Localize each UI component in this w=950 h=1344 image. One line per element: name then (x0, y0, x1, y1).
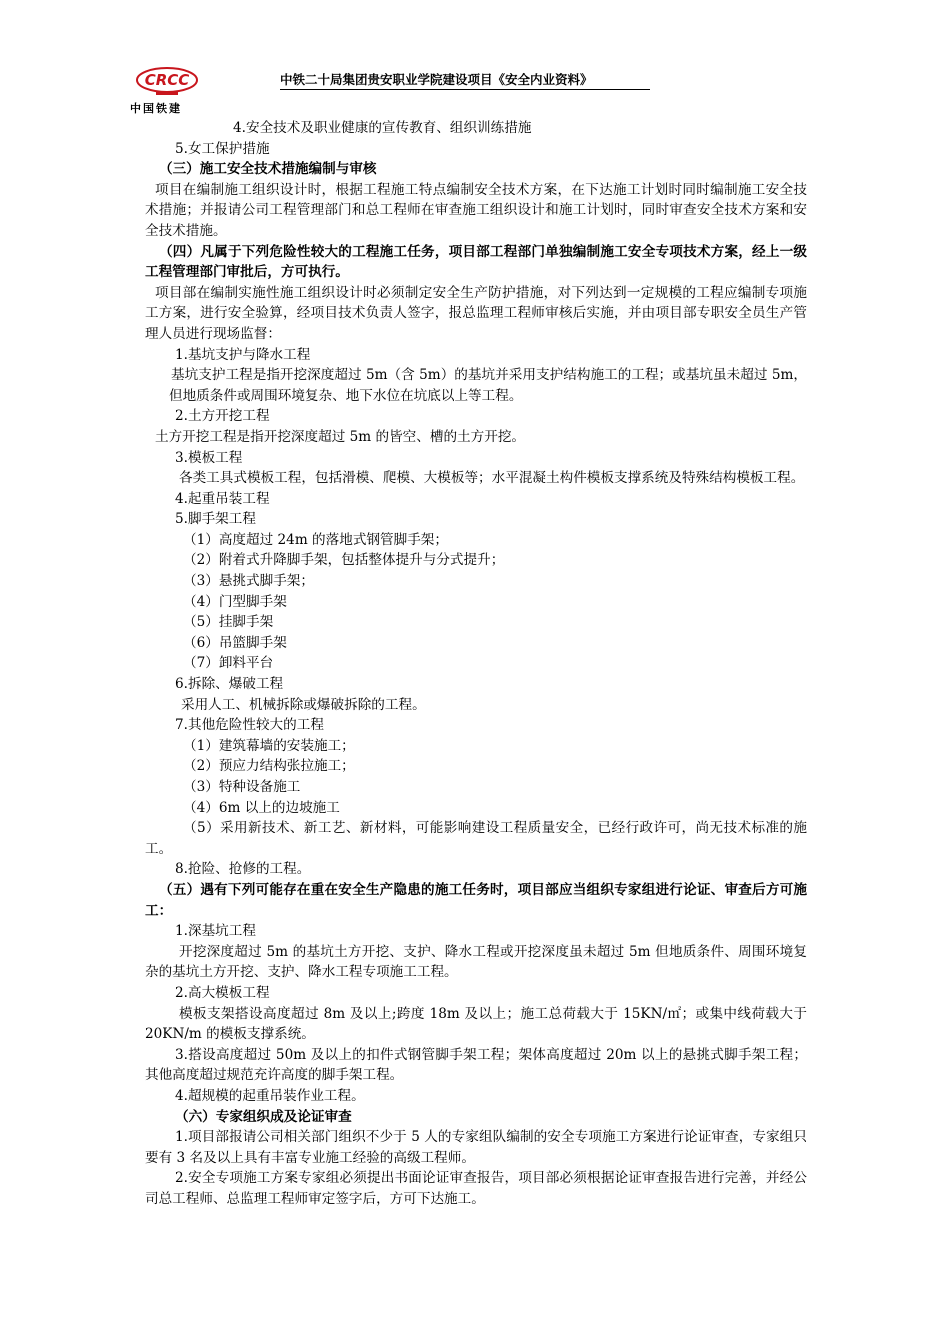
list-item: （6）吊篮脚手架 (183, 634, 287, 651)
crcc-logo-icon (134, 66, 200, 98)
list-item: （5）采用新技术、新工艺、新材料，可能影响建设工程质量安全，已经行政许可，尚无技术标准的施工。 (145, 820, 807, 857)
list-item: 7.其他危险性较大的工程 (175, 717, 324, 734)
list-item: （2）附着式升降脚手架，包括整体提升与分式提升； (183, 552, 505, 569)
document-body (145, 118, 807, 1209)
paragraph: 各类工具式模板工程，包括滑模、爬模、大模板等；水平混凝土构件模板支撑系统及特殊结构模板工程。 (179, 470, 805, 487)
list-item: （4）门型脚手架 (183, 593, 287, 610)
paragraph: 项目部在编制实施性施工组织设计时必须制定安全生产防护措施，对下列达到一定规模的工程应编制专项施工方案，进行安全验算，经项目技术负责人签字，报总监理工程师审核后实施，并由项目部专职安全员生产管理人员进行现场监督： (145, 284, 807, 342)
list-item: 1.深基坑工程 (175, 923, 256, 940)
paragraph: 模板支架搭设高度超过 8m 及以上;跨度 18m 及以上；施工总荷载大于 15KN/㎡；或集中线荷载大于 20KN/m 的模板支撑系统。 (145, 1005, 807, 1043)
list-item: （1）高度超过 24m 的落地式钢管脚手架； (183, 531, 448, 548)
list-item: （3）特种设备施工 (183, 779, 301, 795)
list-item: 3.模板工程 (175, 449, 243, 466)
list-item: 5.脚手架工程 (175, 511, 256, 528)
list-item: （3）悬挑式脚手架； (183, 573, 314, 590)
paragraph: 基坑支护工程是指开挖深度超过 5m（含 5m）的基坑并采用支护结构施工的工程；或基坑虽未超过 5m，但地质条件或周围环境复杂、地下水位在坑底以上等工程。 (169, 367, 807, 404)
list-item: （4）6m 以上的边坡施工 (183, 799, 340, 816)
list-item: 1.项目部报请公司相关部门组织不少于 5 人的专家组队编制的安全专项施工方案进行论证审查，专家组只要有 3 名及以上具有丰富专业施工经验的高级工程师。 (145, 1129, 807, 1166)
list-item: （2）预应力结构张拉施工； (183, 758, 355, 775)
header-title: 中铁二十局集团贵安职业学院建设项目《安全内业资料》 (280, 72, 593, 87)
list-item: 2.高大模板工程 (175, 984, 270, 1001)
list-item: 4.起重吊装工程 (175, 490, 270, 507)
list-item: 2.安全专项施工方案专家组必须提出书面论证审查报告，项目部必须根据论证审查报告进行完善，并经公司总工程师、总监理工程师审定签字后，方可下达施工。 (145, 1170, 807, 1207)
paragraph: 开挖深度超过 5m 的基坑土方开挖、支护、降水工程或开挖深度虽未超过 5m 但地质条件、周围环境复杂的基坑土方开挖、支护、降水工程专项施工工程。 (145, 943, 807, 981)
list-item: 3.搭设高度超过 50m 及以上的扣件式钢管脚手架工程；架体高度超过 20m 以上的悬挑式脚手架工程；其他高度超过规范充许高度的脚手架工程。 (145, 1046, 807, 1084)
section-heading: （三）施工安全技术措施编制与审核 (159, 161, 377, 178)
logo-text: 中国铁建 (130, 102, 182, 115)
section-heading: （五）遇有下列可能存在重在安全生产隐患的施工任务时，项目部应当组织专家组进行论证、审查后方可施工： (145, 881, 807, 919)
list-item: （1）建筑幕墙的安装施工； (183, 737, 355, 754)
paragraph: 项目在编制施工组织设计时，根据工程施工特点编制安全技术方案，在下达施工计划时同时编制施工安全技术措施；并报请公司工程管理部门和总工程师在审查施工组织设计和施工计划时，同时审查安全技术方案和安全技术措施。 (145, 181, 807, 239)
list-item: （7）卸料平台 (183, 655, 274, 672)
list-item: 8.抢险、抢修的工程。 (175, 861, 311, 878)
header-rule (280, 89, 650, 90)
crcc-logo (130, 66, 202, 115)
section-heading: （六）专家组织成及论证审查 (175, 1108, 352, 1125)
list-item: 6.拆除、爆破工程 (175, 676, 284, 693)
list-item: 4.超规模的起重吊装作业工程。 (175, 1087, 365, 1104)
list-item: 5.女工保护措施 (175, 140, 270, 157)
page-header (130, 62, 650, 115)
list-item: （5）挂脚手架 (183, 614, 274, 631)
paragraph: 采用人工、机械拆除或爆破拆除的工程。 (181, 696, 426, 713)
list-item: 1.基坑支护与降水工程 (175, 346, 311, 363)
paragraph: 土方开挖工程是指开挖深度超过 5m 的皆空、槽的土方开挖。 (155, 428, 526, 445)
list-item: 2.土方开挖工程 (175, 408, 270, 425)
svg-text:CRCC: CRCC (144, 71, 190, 89)
list-item: 4.安全技术及职业健康的宣传教育、组织训练措施 (233, 120, 532, 136)
section-heading: （四）凡属于下列危险性较大的工程施工任务，项目部工程部门单独编制施工安全专项技术方案，经上一级工程管理部门审批后，方可执行。 (145, 243, 807, 281)
